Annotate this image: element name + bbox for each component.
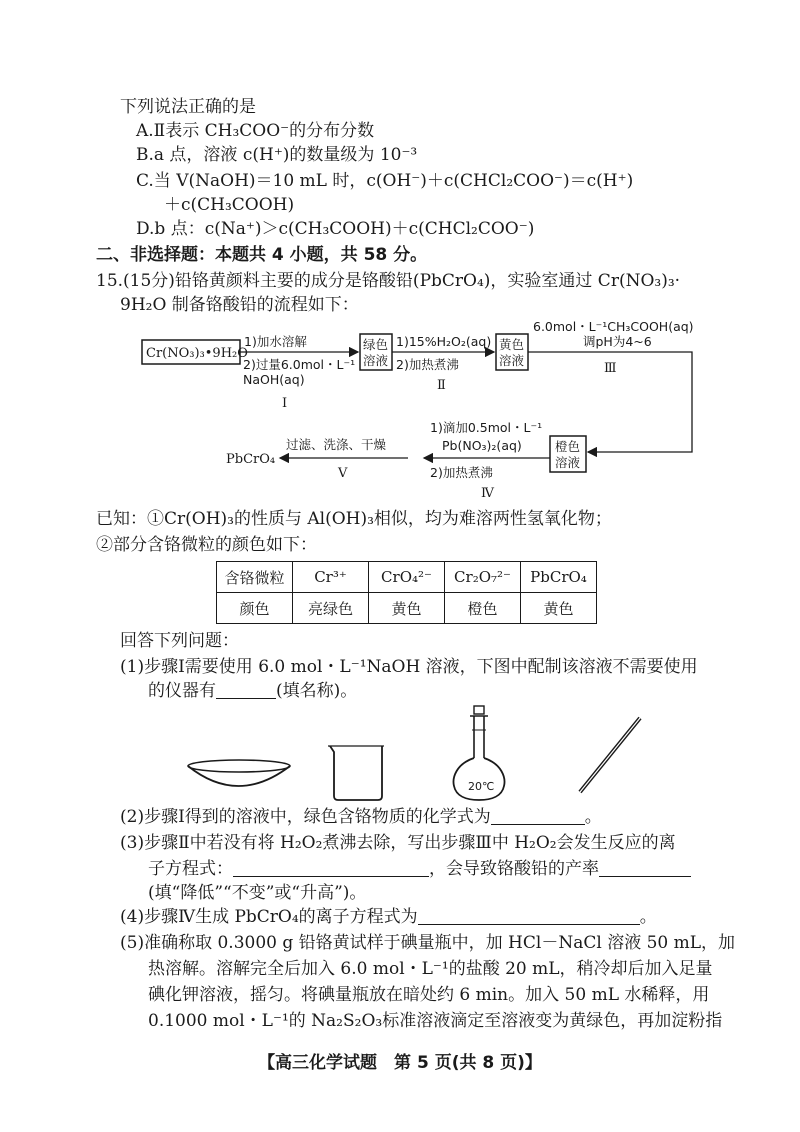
part2-prefix: (2)步骤Ⅰ得到的溶液中，绿色含铬物质的化学式为 [120, 807, 491, 827]
step4-top-label-1: 1)滴加0.5mol・L⁻¹ [430, 420, 543, 435]
step1-bottom-label-2: NaOH(aq) [243, 372, 305, 387]
part2-answer-blank[interactable] [491, 806, 585, 825]
step1-number: Ⅰ [282, 396, 288, 411]
q15-intro-line2: 9H₂O 制备铬酸铅的流程如下： [120, 295, 359, 315]
part1-answer-blank[interactable] [216, 680, 276, 699]
part1-line1: (1)步骤Ⅰ需要使用 6.0 mol・L⁻¹NaOH 溶液，下图中配制该溶液不需要使用 [120, 657, 698, 677]
start-material-label: Cr(NO₃)₃•9H₂O [146, 346, 248, 361]
step4-top-label-2: Pb(NO₃)₂(aq) [442, 438, 522, 453]
lab-instruments [0, 700, 800, 804]
table-row [217, 593, 597, 624]
table-row [217, 562, 597, 593]
glass-rod-icon [580, 718, 640, 792]
green-solution-label-1: 绿色 [363, 337, 389, 352]
flask-temperature-label: 20℃ [468, 780, 495, 793]
step3-number: Ⅲ [604, 361, 617, 376]
step3-top-label: 6.0mol・L⁻¹CH₃COOH(aq) [533, 319, 694, 334]
step2-top-label: 1)15%H₂O₂(aq) [396, 334, 492, 349]
page-footer: 【高三化学试题 第 5 页(共 8 页)】 [258, 1053, 542, 1073]
part3-line3: (填“降低”“不变”或“升高”)。 [148, 883, 367, 903]
q15-intro-line1: 15.(15分)铅铬黄颜料主要的成分是铬酸铅(PbCrO₄)，实验室通过 Cr(NO₃)₃· [96, 271, 681, 291]
volumetric-flask-icon [454, 706, 505, 800]
part4-prefix: (4)步骤Ⅳ生成 PbCrO₄的离子方程式为 [120, 907, 418, 927]
table-cell: Cr₂O₇²⁻ [445, 562, 521, 593]
part2-suffix: 。 [584, 807, 602, 827]
part3-yield-blank[interactable] [599, 858, 691, 877]
table-cell: PbCrO₄ [521, 562, 597, 593]
part5-line2: 热溶解。溶解完全后加入 6.0 mol・L⁻¹的盐酸 20 mL，稍冷却后加入足量 [148, 959, 713, 979]
part4-suffix: 。 [639, 907, 657, 927]
q14-option-c-line1: C.当 V(NaOH)＝10 mL 时，c(OH⁻)＋c(CHCl₂COO⁻)＝c(H⁺) [136, 171, 634, 191]
beaker-icon [328, 746, 384, 800]
green-solution-label-2: 溶液 [363, 353, 389, 368]
table-cell: CrO₄²⁻ [369, 562, 445, 593]
table-cell: 橙色 [445, 593, 521, 624]
table-cell: 颜色 [217, 593, 293, 624]
yellow-solution-label-1: 黄色 [499, 337, 525, 352]
step5-top-label: 过滤、洗涤、干燥 [286, 437, 387, 452]
step1-bottom-label-1: 2)过量6.0mol・L⁻¹ [243, 357, 356, 372]
product-label: PbCrO₄ [226, 452, 276, 467]
step5-number: Ⅴ [338, 466, 348, 481]
part3-line1: (3)步骤Ⅱ中若没有将 H₂O₂煮沸去除，写出步骤Ⅲ中 H₂O₂会发生反应的离 [120, 833, 676, 853]
part4-answer-blank[interactable] [418, 906, 640, 925]
q14-option-a: A.Ⅱ表示 CH₃COO⁻的分布分数 [136, 121, 375, 141]
table-cell: Cr³⁺ [293, 562, 369, 593]
part1-prefix: 的仪器有 [148, 681, 216, 701]
table-cell: 黄色 [369, 593, 445, 624]
part3-mid: ，会导致铬酸铅的产率 [429, 859, 599, 879]
yellow-solution-label-2: 溶液 [499, 353, 525, 368]
step2-number: Ⅱ [437, 378, 446, 393]
part5-line3: 碘化钾溶液，摇匀。将碘量瓶放在暗处约 6 min。加入 50 mL 水稀释，用 [148, 985, 710, 1005]
orange-solution-label-2: 溶液 [555, 455, 581, 470]
q14-option-b: B.a 点，溶液 c(H⁺)的数量级为 10⁻³ [136, 145, 418, 165]
part1-suffix: (填名称)。 [276, 681, 358, 701]
part4-line [120, 906, 657, 928]
q14-option-c-line2: ＋c(CH₃COOH) [164, 195, 295, 215]
orange-solution-label-1: 橙色 [555, 439, 581, 454]
part1-line2 [148, 680, 357, 702]
process-flow-diagram [0, 316, 800, 502]
part5-line1: (5)准确称取 0.3000 g 铅铬黄试样于碘量瓶中，加 HCl－NaCl 溶液 50 mL，加 [120, 933, 736, 953]
step4-number: Ⅳ [481, 486, 494, 501]
part2-line [120, 806, 602, 828]
section-heading: 二、非选择题：本题共 4 小题，共 58 分。 [96, 245, 428, 265]
answer-intro: 回答下列问题： [120, 631, 239, 651]
step2-bottom-label: 2)加热煮沸 [396, 357, 459, 372]
table-cell: 含铬微粒 [217, 562, 293, 593]
known-info-line2: ②部分含铬微粒的颜色如下： [96, 535, 317, 555]
evaporating-dish-icon [188, 760, 290, 786]
part5-line4: 0.1000 mol・L⁻¹的 Na₂S₂O₃标准溶液滴定至溶液变为黄绿色，再加淀粉指 [148, 1011, 723, 1031]
step4-bottom-label: 2)加热煮沸 [430, 465, 493, 480]
part3-prefix: 子方程式： [148, 859, 233, 879]
table-cell: 亮绿色 [293, 593, 369, 624]
step3-bottom-label: 调pH为4~6 [583, 334, 652, 349]
part3-equation-blank[interactable] [233, 858, 429, 877]
part3-line2 [148, 858, 691, 880]
chromium-species-color-table [216, 561, 597, 624]
q14-stem: 下列说法正确的是 [120, 97, 256, 117]
table-cell: 黄色 [521, 593, 597, 624]
q14-option-d: D.b 点：c(Na⁺)＞c(CH₃COOH)＋c(CHCl₂COO⁻) [136, 219, 535, 239]
step1-top-label: 1)加水溶解 [244, 334, 307, 349]
known-info-line1: 已知：①Cr(OH)₃的性质与 Al(OH)₃相似，均为难溶两性氢氧化物； [96, 509, 612, 529]
